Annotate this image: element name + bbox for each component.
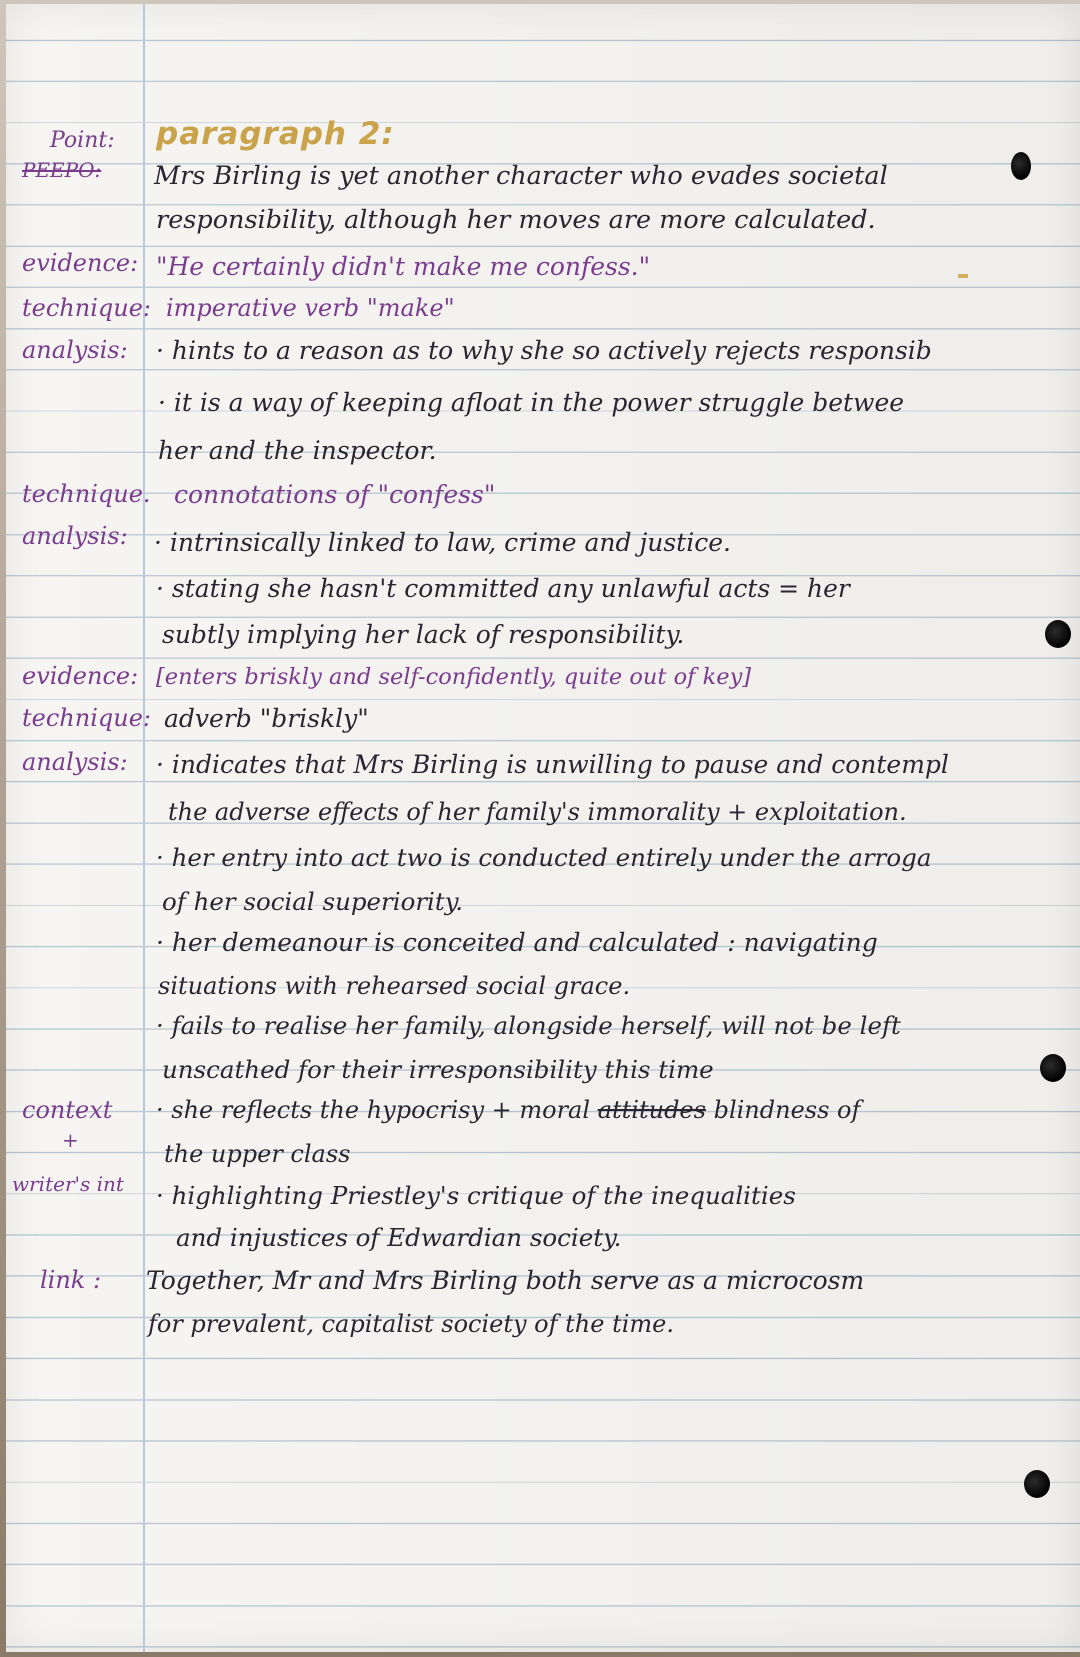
context-line-1-strike: attitudes [597, 1096, 706, 1124]
label-technique-3: technique: [22, 704, 151, 732]
technique-line-1: imperative verb "make" [166, 294, 455, 322]
analysis-line-1a: · hints to a reason as to why she so actively rejects responsib [156, 336, 932, 365]
context-line-1-post: blindness of [713, 1096, 861, 1124]
label-point-strike: PEEPO: [22, 158, 102, 182]
punch-hole-4 [1024, 1470, 1050, 1498]
evidence-line-1: "He certainly didn't make me confess." [156, 252, 651, 281]
analysis-line-3g: · fails to realise her family, alongside herself, will not be left [156, 1011, 901, 1040]
page-title: paragraph 2: [156, 116, 395, 152]
label-evidence-1: evidence: [22, 249, 139, 277]
analysis-line-2a: · intrinsically linked to law, crime and justice. [154, 528, 731, 557]
highlighter-dash [958, 274, 968, 278]
analysis-line-3h: unscathed for their irresponsibility this time [162, 1055, 714, 1084]
writers-line-2: and injustices of Edwardian society. [176, 1223, 622, 1252]
point-line-2: responsibility, although her moves are more calculated. [156, 205, 876, 235]
analysis-line-3c: · her entry into act two is conducted entirely under the arroga [156, 843, 932, 872]
writers-line-1: · highlighting Priestley's critique of the inequalities [156, 1181, 796, 1210]
analysis-line-3f: situations with rehearsed social grace. [158, 972, 631, 1000]
analysis-line-3b: the adverse effects of her family's immorality + exploitation. [168, 798, 907, 826]
label-analysis-2: analysis: [22, 522, 128, 550]
label-point: Point: [50, 128, 115, 153]
analysis-line-2c: subtly implying her lack of responsibility. [162, 620, 685, 649]
context-line-1-pre: · she reflects the hypocrisy + moral [156, 1096, 591, 1124]
link-line-1: Together, Mr and Mrs Birling both serve as a microcosm [146, 1266, 865, 1295]
punch-hole-2 [1045, 620, 1071, 648]
punch-hole-3 [1040, 1054, 1066, 1082]
label-technique-2: technique. [22, 480, 151, 508]
analysis-line-1b: · it is a way of keeping afloat in the power struggle betwee [158, 388, 905, 417]
technique-line-3: adverb "briskly" [164, 704, 369, 733]
lined-paper-sheet [6, 4, 1080, 1652]
analysis-line-1c: her and the inspector. [158, 436, 437, 465]
point-line-1: Mrs Birling is yet another character who evades societal [154, 161, 888, 191]
label-evidence-2: evidence: [22, 662, 139, 690]
link-line-2: for prevalent, capitalist society of the time. [148, 1310, 674, 1338]
label-writers-int: writer's int [12, 1172, 124, 1196]
label-analysis-1: analysis: [22, 336, 128, 364]
margin-line [143, 4, 145, 1652]
label-technique-1: technique: [22, 294, 151, 322]
context-line-1 [156, 1098, 860, 1122]
analysis-line-3e: · her demeanour is conceited and calculated : navigating [156, 928, 878, 957]
technique-line-2: connotations of "confess" [174, 480, 496, 509]
label-context: context [22, 1096, 113, 1124]
label-analysis-3: analysis: [22, 748, 128, 776]
label-link: link : [40, 1266, 102, 1294]
analysis-line-3a: · indicates that Mrs Birling is unwilling to pause and contempl [156, 750, 949, 779]
analysis-line-2b: · stating she hasn't committed any unlawful acts = her [156, 574, 850, 603]
evidence-line-2: [enters briskly and self-confidently, quite out of key] [156, 664, 752, 690]
context-line-2: the upper class [164, 1140, 351, 1168]
label-plus: + [62, 1128, 79, 1152]
analysis-line-3d: of her social superiority. [162, 887, 464, 916]
punch-hole-1 [1011, 152, 1031, 180]
